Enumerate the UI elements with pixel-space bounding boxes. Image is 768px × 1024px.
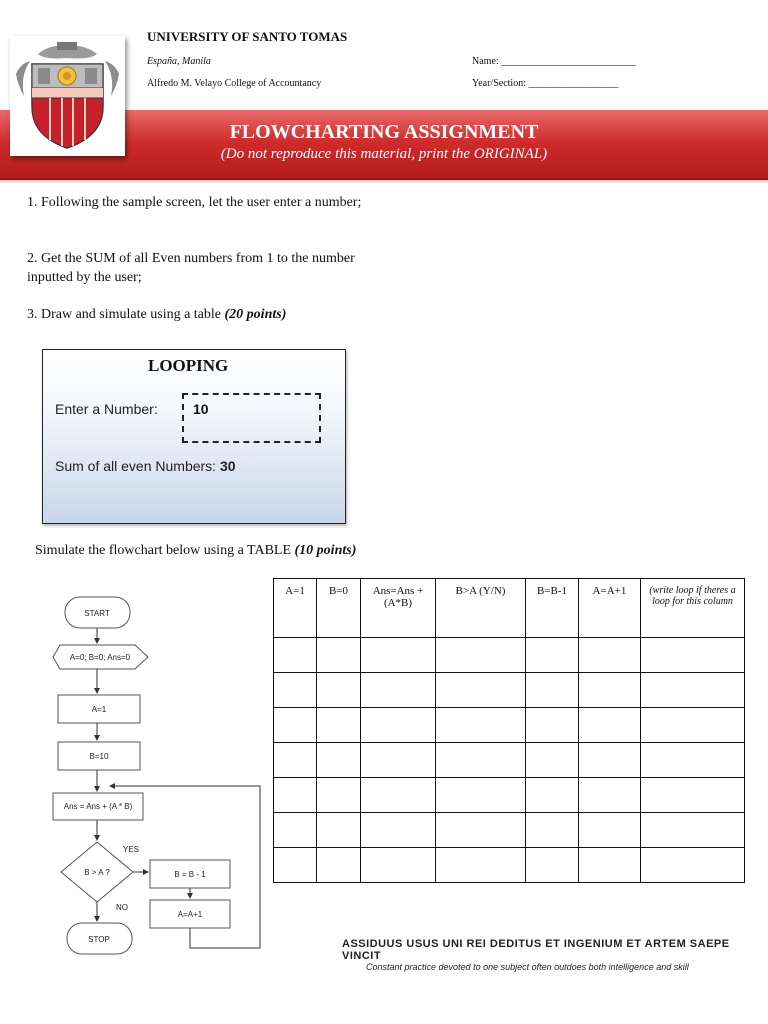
enter-number-label: Enter a Number: [55, 401, 158, 417]
table-body [274, 638, 745, 883]
instruction-3-points: (20 points) [224, 307, 287, 322]
sum-value: 30 [219, 458, 236, 474]
table-row [274, 673, 745, 708]
table-cell[interactable] [361, 638, 436, 673]
table-cell[interactable] [579, 813, 641, 848]
instruction-1: 1. Following the sample screen, let the user enter a number; [27, 195, 362, 210]
college-name: Alfredo M. Velayo College of Accountancy [147, 78, 322, 89]
number-input-value: 10 [193, 401, 209, 417]
table-cell[interactable] [274, 778, 317, 813]
table-row [274, 708, 745, 743]
table-cell[interactable] [436, 848, 526, 883]
flow-a1-label: A=1 [91, 705, 107, 714]
flowchart [40, 590, 270, 960]
table-cell[interactable] [317, 673, 361, 708]
seal-icon [10, 36, 125, 156]
flow-init-label: A=0; B=0; Ans=0 [69, 653, 131, 662]
university-name: UNIVERSITY OF SANTO TOMAS [147, 29, 348, 44]
header-b0: B=0 [317, 579, 361, 638]
table-cell[interactable] [361, 708, 436, 743]
table-row [274, 813, 745, 848]
flow-ans-label: Ans = Ans + (A * B) [63, 802, 133, 811]
banner-shadow [0, 178, 768, 184]
table-cell[interactable] [579, 848, 641, 883]
table-cell[interactable] [641, 638, 745, 673]
name-field[interactable]: Name: ___________________________ [472, 56, 637, 67]
latin-motto: ASSIDUUS USUS UNI REI DEDITUS ET INGENIUM ET ARTEM SAEPE VINCIT [342, 938, 730, 962]
table-cell[interactable] [526, 743, 579, 778]
table-cell[interactable] [317, 813, 361, 848]
header-b-gt-a: B>A (Y/N) [436, 579, 526, 638]
table-cell[interactable] [436, 673, 526, 708]
table-header-row [274, 579, 745, 638]
table-row [274, 848, 745, 883]
sample-screen [42, 349, 346, 524]
table-cell[interactable] [579, 638, 641, 673]
sum-label [55, 458, 236, 474]
motto-translation: Constant practice devoted to one subject often outdoes both intelligence and skill [366, 962, 689, 972]
flow-yes-label: YES [123, 845, 140, 854]
table-cell[interactable] [274, 708, 317, 743]
table-cell[interactable] [641, 848, 745, 883]
university-location: España, Manila [147, 56, 211, 67]
header-a1: A=1 [274, 579, 317, 638]
table-cell[interactable] [526, 848, 579, 883]
table-cell[interactable] [641, 743, 745, 778]
sum-label-text: Sum of all even Numbers: [55, 458, 217, 474]
table-cell[interactable] [526, 673, 579, 708]
flow-bdec-label: B = B - 1 [174, 870, 206, 879]
flow-decision-label: B > A ? [84, 868, 110, 877]
table-cell[interactable] [579, 743, 641, 778]
university-seal [10, 36, 125, 156]
table-cell[interactable] [317, 848, 361, 883]
table-cell[interactable] [274, 638, 317, 673]
flow-start-label: START [84, 609, 110, 618]
table-cell[interactable] [579, 673, 641, 708]
table-cell[interactable] [436, 813, 526, 848]
table-cell[interactable] [317, 638, 361, 673]
assignment-subtitle: (Do not reproduce this material, print the ORIGINAL) [220, 146, 548, 162]
table-cell[interactable] [579, 708, 641, 743]
table-cell[interactable] [526, 638, 579, 673]
table-row [274, 778, 745, 813]
table-cell[interactable] [274, 673, 317, 708]
flow-ainc-label: A=A+1 [177, 910, 203, 919]
simulation-table [273, 578, 745, 883]
assignment-title: FLOWCHARTING ASSIGNMENT [229, 121, 539, 143]
instruction-3 [27, 305, 377, 324]
table-cell[interactable] [317, 708, 361, 743]
table-cell[interactable] [361, 778, 436, 813]
table-cell[interactable] [361, 813, 436, 848]
flow-stop-label: STOP [88, 935, 110, 944]
header-a-inc: A=A+1 [579, 579, 641, 638]
table-cell[interactable] [317, 778, 361, 813]
sample-screen-title: LOOPING [148, 356, 229, 375]
table-cell[interactable] [436, 778, 526, 813]
table-cell[interactable] [361, 848, 436, 883]
table-cell[interactable] [436, 743, 526, 778]
header-loop-note: (write loop if theres a loop for this column [641, 579, 745, 638]
table-cell[interactable] [526, 813, 579, 848]
instruction-3-text: 3. Draw and simulate using a table [27, 307, 225, 322]
simulate-text: Simulate the flowchart below using a TABLE [35, 543, 295, 558]
table-cell[interactable] [641, 708, 745, 743]
table-cell[interactable] [436, 708, 526, 743]
year-section-field[interactable]: Year/Section: __________________ [472, 78, 619, 89]
flow-b10-label: B=10 [89, 752, 109, 761]
simulate-points: (10 points) [294, 543, 357, 558]
table-cell[interactable] [361, 743, 436, 778]
table-cell[interactable] [526, 708, 579, 743]
simulate-instruction [35, 542, 395, 560]
table-cell[interactable] [361, 673, 436, 708]
table-cell[interactable] [641, 673, 745, 708]
table-cell[interactable] [641, 813, 745, 848]
table-cell[interactable] [274, 743, 317, 778]
table-cell[interactable] [641, 778, 745, 813]
instruction-2: 2. Get the SUM of all Even numbers from 1 to the number inputted by the user; [27, 251, 355, 285]
table-cell[interactable] [436, 638, 526, 673]
table-cell[interactable] [579, 778, 641, 813]
table-cell[interactable] [274, 848, 317, 883]
header-b-dec: B=B-1 [526, 579, 579, 638]
flow-no-label: NO [116, 903, 128, 912]
table-row [274, 743, 745, 778]
table-row [274, 638, 745, 673]
header-ans: Ans=Ans + (A*B) [361, 579, 436, 638]
table-cell[interactable] [317, 743, 361, 778]
table-cell[interactable] [526, 778, 579, 813]
table-cell[interactable] [274, 813, 317, 848]
